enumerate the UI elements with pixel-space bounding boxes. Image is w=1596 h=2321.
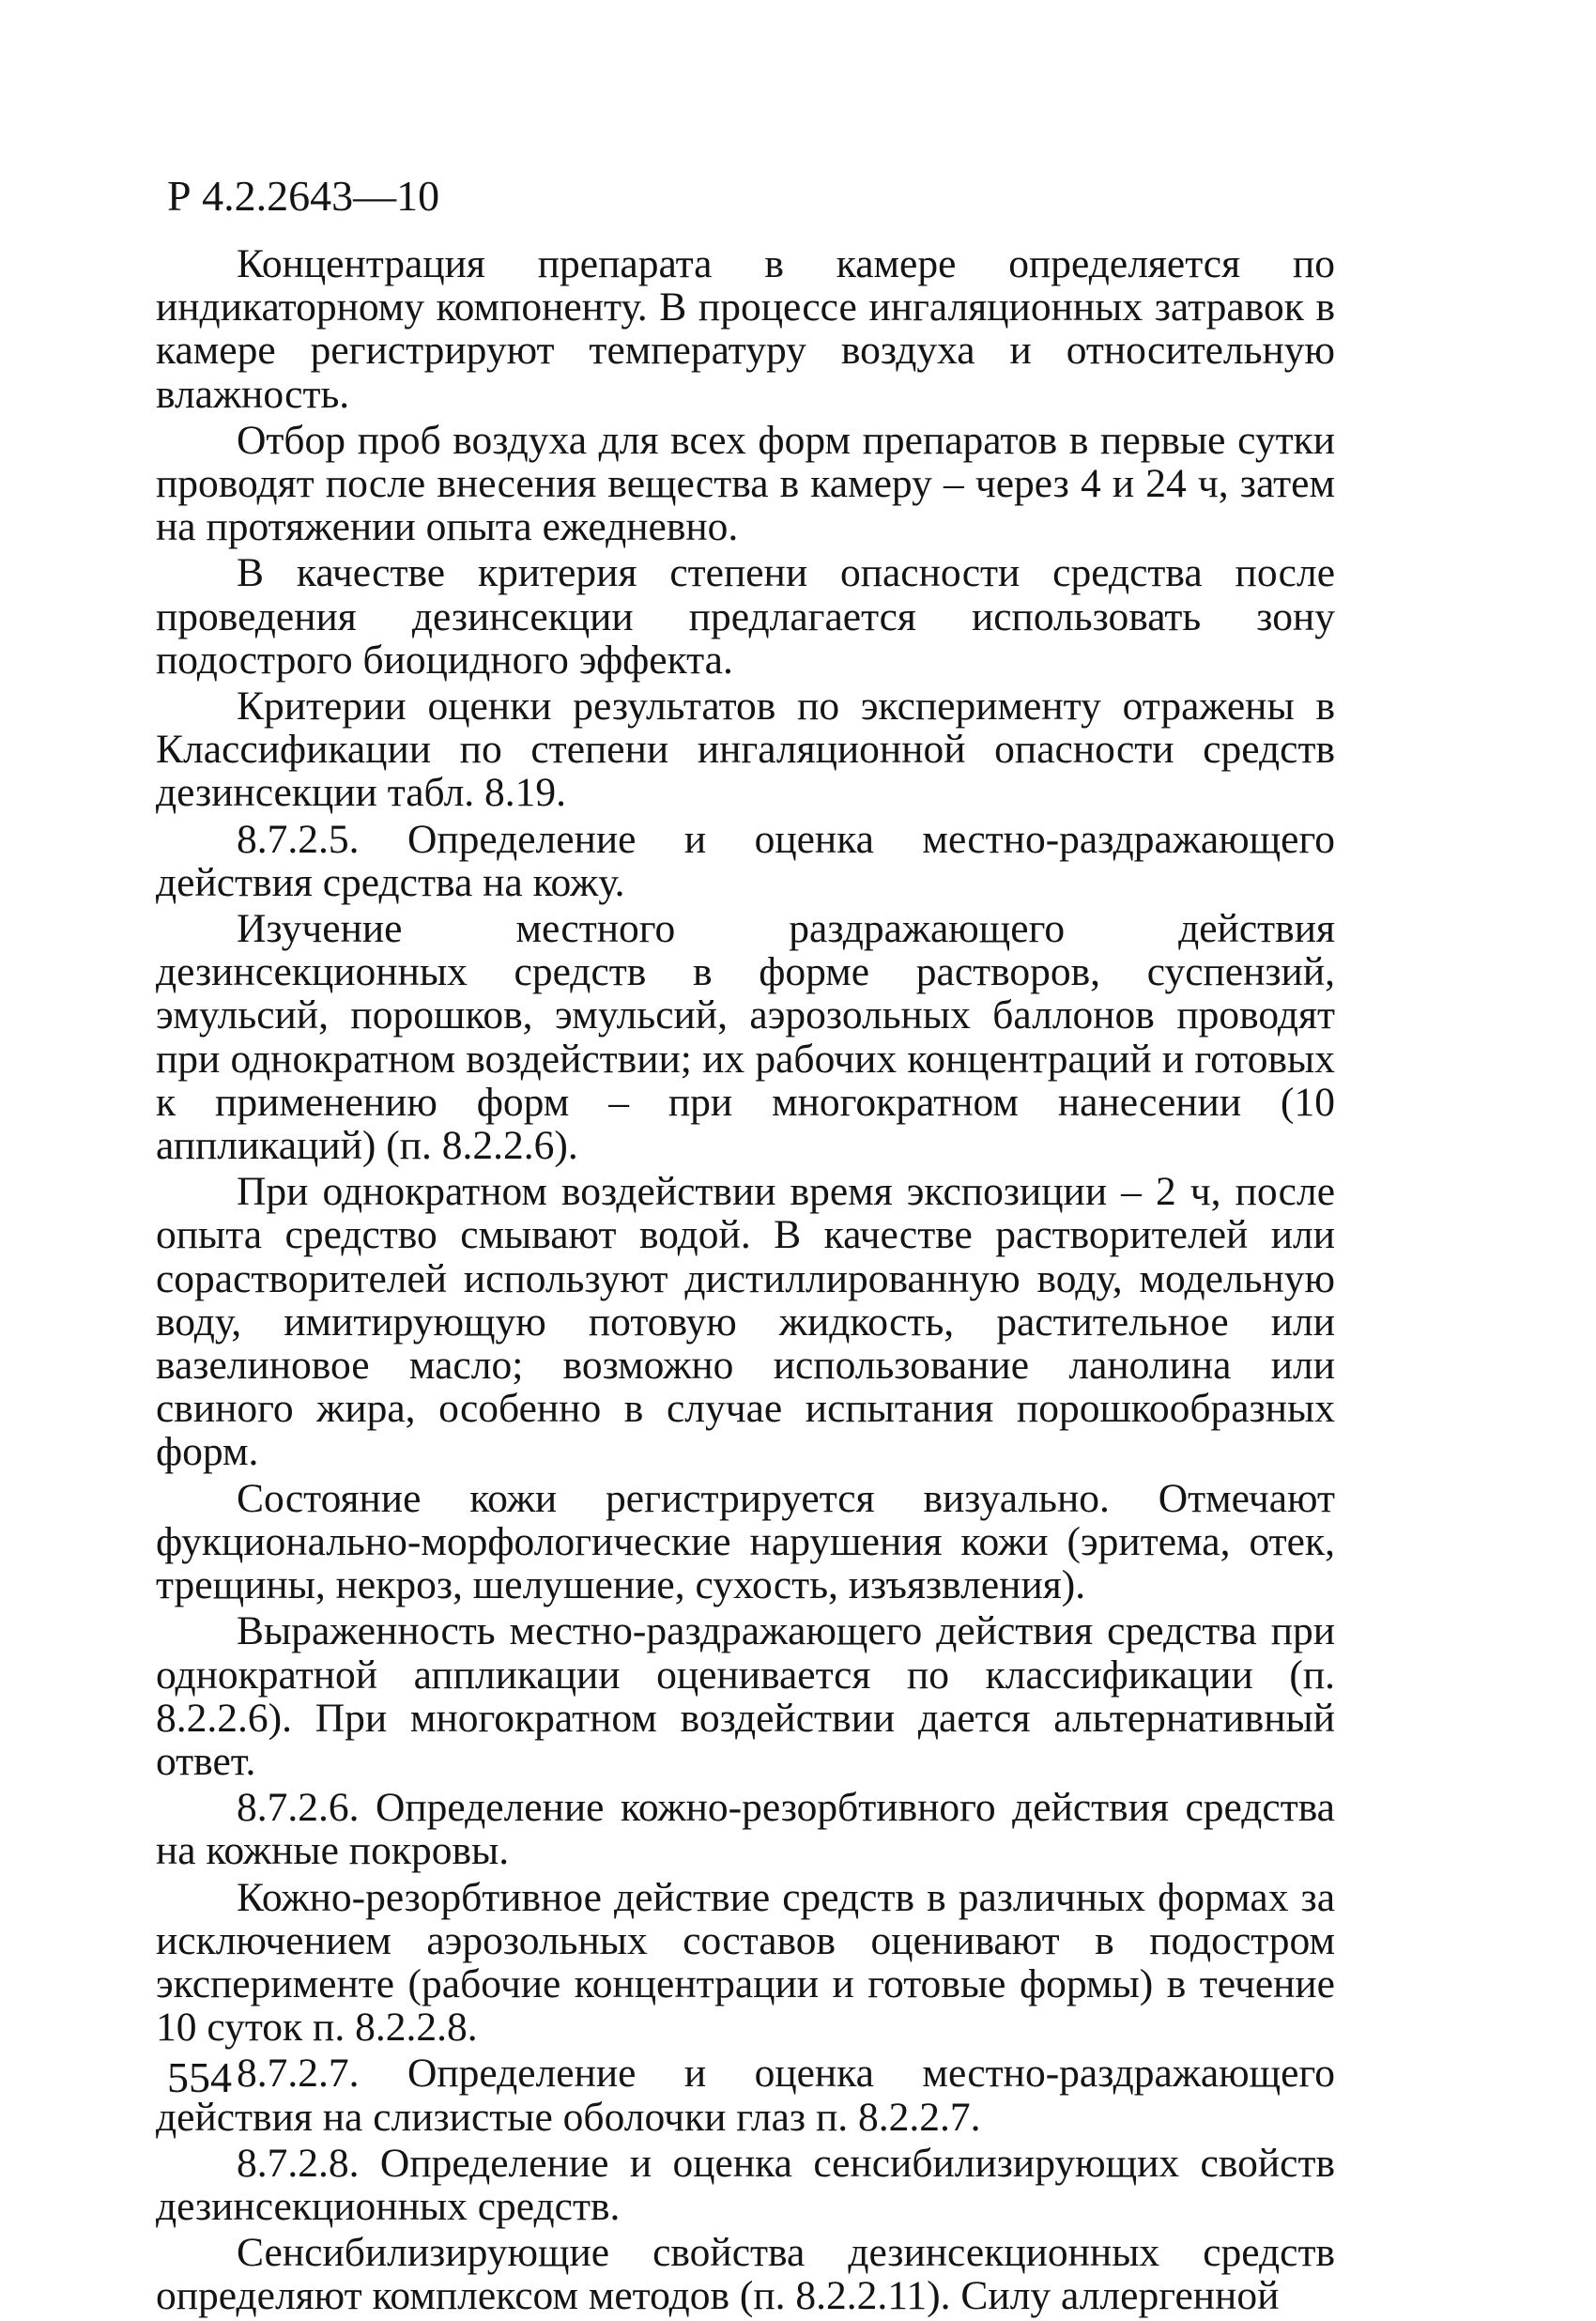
- page-number: 554: [167, 2053, 232, 2101]
- section-8-7-2-6-heading: 8.7.2.6. Определение кожно-резорбтивного действия средства на кожные покровы.: [156, 1785, 1335, 1874]
- section-8-7-2-5-heading: 8.7.2.5. Определение и оценка местно-раздражающего действия средства на кожу.: [156, 816, 1335, 905]
- paragraph-9: Выраженность местно-раздражающего действия средства при однократной аппликации оценивается по классификации (п. 8.2.2.6). При многократном воздействии дается альтернативный ответ.: [156, 1608, 1335, 1784]
- paragraph-11: Кожно-резорбтивное действие средств в различных формах за исключением аэрозольных составов оценивают в подостром эксперименте (рабочие концентрации и готовые формы) в течение 10 суток п. 8.2.2.8.: [156, 1874, 1335, 2051]
- paragraph-3: В качестве критерия степени опасности средства после проведения дезинсекции предлагается использовать зону подострого биоцидного эффекта.: [156, 550, 1335, 683]
- paragraph-1: Концентрация препарата в камере определяется по индикаторному компоненту. В процессе ингаляционных затравок в камере регистрируют температуру воздуха и относительную влажность.: [156, 241, 1335, 417]
- paragraph-7: При однократном воздействии время экспозиции – 2 ч, после опыта средство смывают водой. В качестве растворителей или сорастворителей используют дистиллированную воду, модельную воду, имитирующую потовую жидкость, растительное или вазелиновое масло; возможно использование ланолина или свиного жира, особенно в случае испытания порошкообразных форм.: [156, 1169, 1335, 1475]
- section-8-7-2-7-heading: 8.7.2.7. Определение и оценка местно-раздражающего действия на слизистые оболочки глаз п. 8.2.2.7.: [156, 2051, 1335, 2140]
- paragraph-14: Сенсибилизирующие свойства дезинсекционных средств определяют комплексом методов (п. 8.2.2.11). Силу аллергенной: [156, 2230, 1335, 2319]
- document-body: [156, 242, 1335, 2321]
- paragraph-6: Изучение местного раздражающего действия дезинсекционных средств в форме растворов, суспензий, эмульсий, порошков, эмульсий, аэрозольных баллонов проводят при однократном воздействии; их рабочих концентраций и готовых к применению форм – при многократном нанесении (10 аппликаций) (п. 8.2.2.6).: [156, 906, 1335, 1169]
- paragraph-8: Состояние кожи регистрируется визуально. Отмечают фукционально-морфологические нарушения кожи (эритема, отек, трещины, некроз, шелушение, сухость, изъязвления).: [156, 1475, 1335, 1608]
- paragraph-4: Критерии оценки результатов по эксперименту отражены в Классификации по степени ингаляционной опасности средств дезинсекции табл. 8.19.: [156, 684, 1335, 816]
- document-header: Р 4.2.2643—10: [167, 172, 440, 220]
- paragraph-2: Отбор проб воздуха для всех форм препаратов в первые сутки проводят после внесения вещества в камеру – через 4 и 24 ч, затем на протяжении опыта ежедневно.: [156, 417, 1335, 550]
- section-8-7-2-8-heading: 8.7.2.8. Определение и оценка сенсибилизирующих свойств дезинсекционных средств.: [156, 2140, 1335, 2229]
